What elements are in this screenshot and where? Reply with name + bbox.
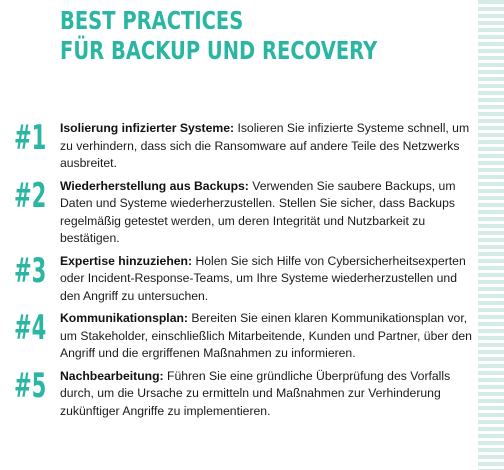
item-body: Bereiten Sie einen klaren Kommunikationsplan vor, um Stakeholder, einschließlich Mitarbeitende, Kunden und Partner, über den Angriff und die ergriffenen Maßnahmen zu informieren. [60,311,472,360]
item-text [60,120,478,173]
item-text [60,310,478,363]
item-text [60,368,478,421]
item-heading: Wiederherstellung aus Backups: [60,178,249,193]
item-number: #3 [14,250,47,291]
item-number: #2 [14,175,47,216]
item-body: Isolieren Sie infizierte Systeme schnell, um zu verhindern, dass sich die Ransomware auf andere Teile des Netzwerks ausbreitet. [60,121,470,170]
item-body: Holen Sie sich Hilfe von Cybersicherheitsexperten oder Incident-Response-Teams, um Ihre Systeme wiederherzustellen und den Angriff zu untersuchen. [60,253,466,303]
item-body: Führen Sie eine gründliche Überprüfung des Vorfalls durch, um die Ursache zu ermitteln und Maßnahmen zur Verhinderung zukünftiger Angriffe zu implementieren. [60,368,451,418]
item-number: #1 [14,118,47,158]
list-item [0,120,478,173]
item-text [60,178,478,248]
list-item [0,250,478,306]
list-item [0,310,478,363]
title-line-1: BEST PRACTICES [60,6,244,35]
title-line-2: FÜR BACKUP UND RECOVERY [60,36,378,65]
item-heading: Nachbearbeitung: [60,368,164,383]
decorative-stripes [478,0,504,470]
item-heading: Isolierung infizierter Systeme: [60,121,235,135]
item-number: #5 [14,365,47,406]
item-body: Verwenden Sie saubere Backups, um Daten und Systeme wiederherzustellen. Stellen Sie sicher, dass Backups regelmäßig getestet werden, um deren Integrität und Nutzbarkeit zu bestätigen. [60,178,456,245]
item-text [60,253,478,306]
item-heading: Expertise hinzuziehen: [60,253,193,268]
item-number: #4 [14,308,47,348]
list-item [0,175,478,248]
best-practices-list [0,120,478,425]
list-item [0,365,478,421]
item-heading: Kommunikationsplan: [60,311,188,325]
page-title [60,6,377,66]
